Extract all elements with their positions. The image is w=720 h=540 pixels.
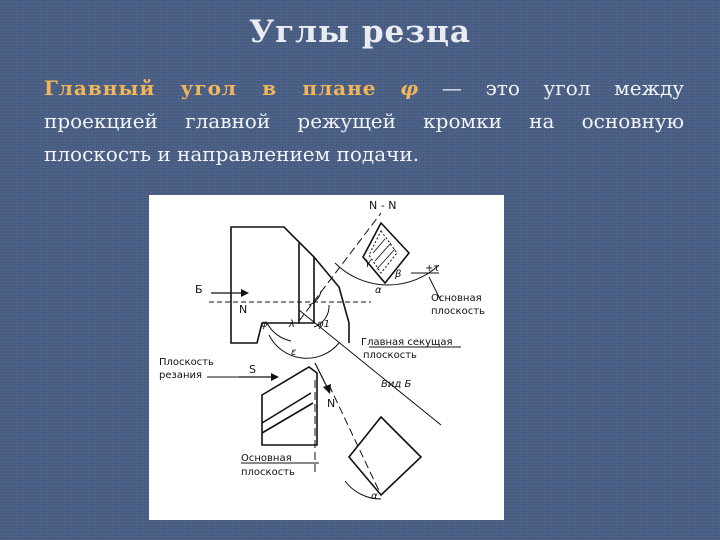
label-beta: β xyxy=(395,269,402,280)
label-main-secant-1: Главная секущая xyxy=(361,337,453,348)
label-main-plane-bottom-2: плоскость xyxy=(241,467,295,478)
definition-line-1-rest: это угол между xyxy=(485,76,685,100)
term-main-angle: Главный угол в плане xyxy=(44,76,377,100)
label-n-top: N xyxy=(239,303,248,316)
label-n-bottom: N xyxy=(327,397,336,410)
label-gamma: γ xyxy=(365,257,371,268)
definition-text xyxy=(44,72,684,171)
label-cut-plane-1: Плоскость xyxy=(159,357,214,368)
label-main-plane-right-1: Основная xyxy=(431,293,482,304)
s-arrow-head xyxy=(271,373,279,381)
lambda-arc xyxy=(309,291,321,305)
label-epsilon: ε xyxy=(291,347,297,358)
cutter-diagram xyxy=(149,195,504,520)
label-alpha: α xyxy=(375,285,382,296)
label-main-plane-right-2: плоскость xyxy=(431,306,485,317)
label-phi1: φ1 xyxy=(317,319,330,330)
label-main-secant-2: плоскость xyxy=(363,350,417,361)
n-arrow-head xyxy=(323,384,331,394)
label-alpha-b: α xyxy=(371,491,378,502)
section-hatch xyxy=(375,243,391,261)
label-view-b: Вид Б xyxy=(381,379,412,390)
section-hatch xyxy=(373,239,385,253)
label-lambda: λ xyxy=(289,319,295,330)
label-phi: φ xyxy=(261,319,268,330)
cutter-angles-figure xyxy=(149,195,504,520)
label-main-plane-bottom-1: Основная xyxy=(241,453,292,464)
epsilon-arc xyxy=(269,335,339,358)
label-section-nn: N - N xyxy=(369,199,397,212)
view-b-body xyxy=(349,417,421,495)
label-s: S xyxy=(249,363,256,376)
definition-line-2: проекцией главной режущей кромки на основную xyxy=(44,109,684,133)
phi-symbol: φ xyxy=(400,76,419,100)
view-b-axis-line xyxy=(329,385,381,495)
definition-line-3: плоскость и направлением подачи. xyxy=(44,142,420,166)
b-arrow-head xyxy=(241,289,249,297)
slide-title: Углы резца xyxy=(248,14,472,50)
label-plus-tau: +τ xyxy=(425,263,440,274)
workpiece-contour xyxy=(314,257,349,343)
tool-body xyxy=(231,227,314,343)
definition-line-1 xyxy=(44,72,684,105)
definition-dash: — xyxy=(441,76,462,100)
label-b: Б xyxy=(195,283,203,296)
label-cut-plane-2: резания xyxy=(159,370,202,381)
